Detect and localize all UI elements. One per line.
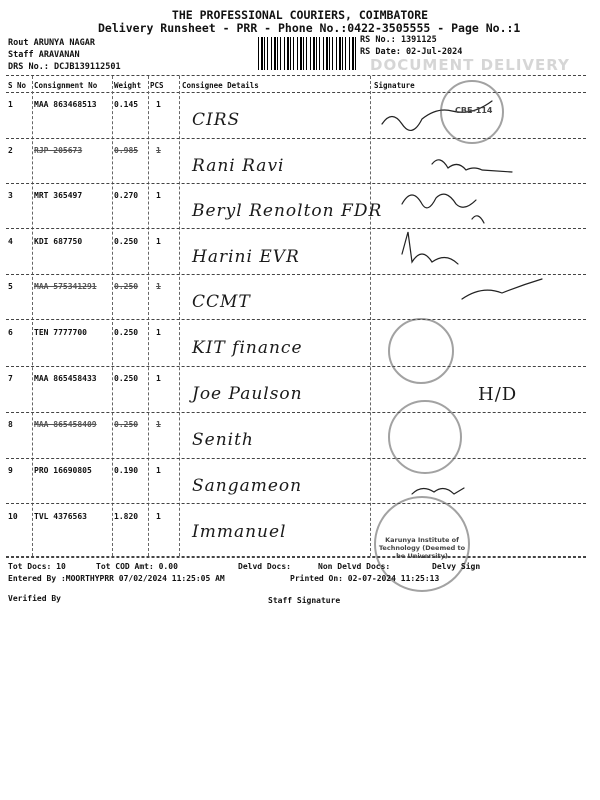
- col-weight: Weight: [114, 81, 142, 90]
- col-consignee: Consignee Details: [182, 81, 259, 90]
- pieces-count: 1: [156, 100, 161, 109]
- col-divider: [148, 76, 149, 556]
- consignment-number: PRO 16690805: [34, 466, 92, 475]
- signature-note-hd: H/D: [478, 384, 518, 405]
- consignment-number: KDI 687750: [34, 237, 83, 246]
- pieces-count: 1: [156, 420, 161, 429]
- row-sno: 6: [8, 328, 13, 337]
- consignee-name: Sangameon: [192, 476, 303, 496]
- signature-row4: [402, 232, 458, 264]
- row-sno: 9: [8, 466, 13, 475]
- pieces-count: 1: [156, 466, 161, 475]
- consignee-name: KIT finance: [192, 338, 303, 358]
- signature-row5: [462, 279, 542, 299]
- company-title: THE PROFESSIONAL COURIERS, COIMBATORE: [171, 8, 429, 22]
- pieces-count: 1: [156, 146, 161, 155]
- consignee-name: Senith: [192, 430, 254, 450]
- col-divider: [112, 76, 113, 556]
- pieces-count: 1: [156, 237, 161, 246]
- printed-on: Printed On: 02-07-2024 11:25:13: [290, 574, 440, 583]
- pieces-count: 1: [156, 512, 161, 521]
- consignee-name: Joe Paulson: [192, 384, 303, 404]
- consignee-name: Harini EVR: [192, 247, 300, 267]
- total-cod: Tot COD Amt: 0.00: [96, 562, 178, 571]
- rs-date: RS Date: 02-Jul-2024: [360, 47, 463, 57]
- row-sno: 10: [8, 512, 18, 521]
- drs-number: DRS No.: DCJB139112501: [8, 62, 121, 72]
- stamp-text-cbe: CBE-114: [455, 106, 493, 115]
- consignment-number: MRT 365497: [34, 191, 83, 200]
- row-sno: 5: [8, 282, 13, 291]
- weight-value: 0.250: [114, 420, 139, 429]
- institution-stamp: [388, 400, 462, 474]
- weight-value: 0.250: [114, 237, 139, 246]
- col-divider: [32, 76, 33, 556]
- pieces-count: 1: [156, 282, 161, 291]
- consignment-number: MAA 575341291: [34, 282, 97, 291]
- delivery-sign-label: Delvy Sign: [432, 562, 481, 571]
- consignee-name: Beryl Renolton FDR: [192, 201, 383, 221]
- delivered-docs: Delvd Docs:: [238, 562, 291, 571]
- total-docs: Tot Docs: 10: [8, 562, 66, 571]
- row-sno: 7: [8, 374, 13, 383]
- consignee-name: Rani Ravi: [192, 156, 285, 176]
- col-signature: Signature: [374, 81, 415, 90]
- consignee-name: Immanuel: [192, 522, 287, 542]
- consignment-number: MAA 865458433: [34, 374, 97, 383]
- document-delivery-watermark: DOCUMENT DELIVERY: [370, 56, 570, 74]
- weight-value: 0.190: [114, 466, 139, 475]
- weight-value: 0.270: [114, 191, 139, 200]
- col-divider: [370, 76, 371, 556]
- staff-label: Staff ARAVANAN: [8, 50, 80, 60]
- consignment-number: MAA 865458409: [34, 420, 97, 429]
- col-pcs: PCS: [150, 81, 164, 90]
- rs-number: RS No.: 1391125: [360, 35, 437, 45]
- row-sno: 1: [8, 100, 13, 109]
- divider: [6, 557, 586, 558]
- institution-stamp: [388, 318, 454, 384]
- consignment-number: RJP 205673: [34, 146, 83, 155]
- route-label: Rout ARUNYA NAGAR: [8, 38, 95, 48]
- row-sno: 3: [8, 191, 13, 200]
- row-sno: 2: [8, 146, 13, 155]
- col-consignment: Consignment No: [34, 81, 98, 90]
- pieces-count: 1: [156, 191, 161, 200]
- row-sno: 8: [8, 420, 13, 429]
- weight-value: 1.820: [114, 512, 139, 521]
- col-divider: [179, 76, 180, 556]
- divider: [6, 92, 586, 93]
- staff-signature: Staff Signature: [268, 596, 341, 605]
- stamp-text-karunya: Karunya Institute of Technology (Deemed to be University): [378, 536, 466, 560]
- weight-value: 0.145: [114, 100, 139, 109]
- consignment-number: TVL 4376563: [34, 512, 87, 521]
- non-delivered-docs: Non Delvd Docs:: [318, 562, 391, 571]
- pieces-count: 1: [156, 328, 161, 337]
- weight-value: 0.250: [114, 282, 139, 291]
- signature-row9: [412, 488, 464, 494]
- weight-value: 0.985: [114, 146, 139, 155]
- col-sno: S No: [8, 81, 27, 90]
- entered-by: Entered By :MOORTHYPRR 07/02/2024 11:25:05 AM: [8, 574, 225, 583]
- barcode: [258, 37, 356, 70]
- consignee-name: CIRS: [192, 110, 241, 130]
- signature-row3: [402, 194, 484, 223]
- divider: [6, 75, 586, 76]
- consignment-number: MAA 863468513: [34, 100, 97, 109]
- runsheet-title: Delivery Runsheet - PRR - Phone No.:0422-3505555 - Page No.:1: [98, 21, 521, 35]
- verified-by: Verified By: [8, 594, 61, 603]
- pieces-count: 1: [156, 374, 161, 383]
- row-sno: 4: [8, 237, 13, 246]
- weight-value: 0.250: [114, 328, 139, 337]
- weight-value: 0.250: [114, 374, 139, 383]
- consignee-name: CCMT: [192, 292, 251, 312]
- consignment-number: TEN 7777700: [34, 328, 87, 337]
- signature-row2: [432, 160, 512, 172]
